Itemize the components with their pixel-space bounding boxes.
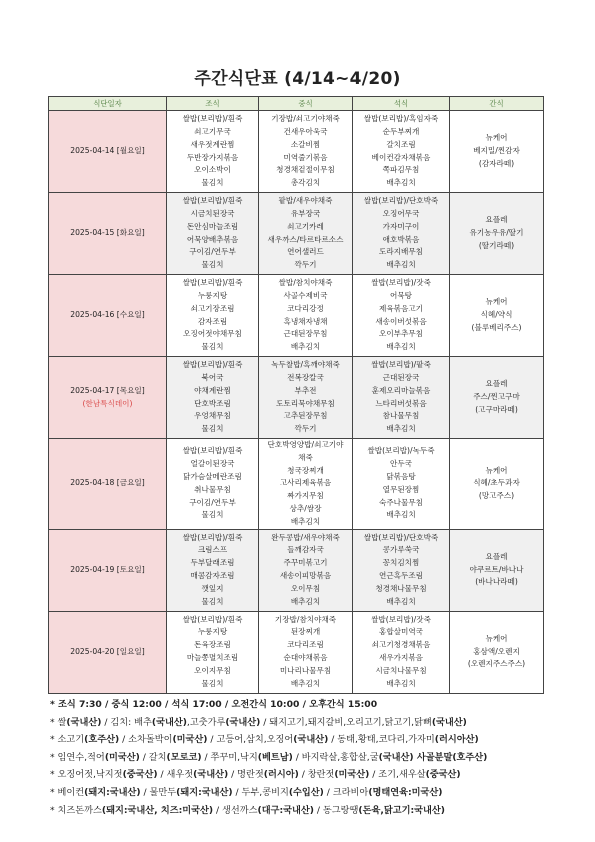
menu-item: 도토리묵야채무침	[276, 398, 335, 408]
menu-item: 쌀밥/참치야채죽	[278, 278, 333, 288]
menu-item: 우엉채무침	[194, 411, 231, 421]
menu-item: 가자미구이	[382, 221, 420, 231]
table-header-row	[49, 97, 544, 111]
menu-item: 북어국	[201, 372, 224, 382]
menu-item: 오징어젓야채무침	[183, 329, 242, 339]
lunch-cell	[259, 611, 353, 693]
menu-item: 뉴케어	[485, 633, 508, 643]
breakfast-cell	[167, 193, 259, 275]
origin-line	[50, 784, 570, 802]
menu-item: 쌀밥(보리밥)/흰죽	[182, 532, 243, 542]
menu-item: 크림스프	[197, 545, 228, 555]
lunch-cell	[259, 111, 353, 193]
menu-item: 콩가루쑥국	[382, 545, 420, 555]
menu-item: 새우가지볶음	[378, 653, 423, 663]
menu-item: 짜가지무침	[287, 491, 324, 501]
special-day-note: (한남특식데이)	[82, 398, 133, 408]
table-row	[49, 439, 544, 530]
snack-cell	[450, 111, 544, 193]
menu-item: 새우까스/타르타르소스	[267, 234, 344, 244]
origin-item: / 고등어,삼치,오징어	[207, 734, 294, 746]
menu-item: 시금치된장국	[190, 208, 235, 218]
menu-item: 주스/찐고구마	[473, 392, 520, 402]
origin-country: (돈육,닭고기:국내산)	[358, 804, 445, 816]
menu-item: 배추김치	[386, 260, 416, 270]
menu-item: 흑냉채자냉채	[283, 316, 328, 326]
menu-item: 어묵탕	[389, 290, 412, 300]
origin-country: (국내산)	[151, 716, 187, 728]
menu-item: 된장찌개	[290, 627, 321, 637]
origin-country: (대구:국내산)	[257, 804, 314, 816]
menu-item: 기장밥/쇠고기야채죽	[271, 114, 340, 124]
menu-item: 홍삼액/오렌지	[473, 646, 520, 656]
origin-country: (돼지:국내산)	[84, 786, 141, 798]
breakfast-cell	[167, 275, 259, 357]
snack-cell	[450, 275, 544, 357]
dinner-cell	[353, 193, 450, 275]
menu-item: 기장밥/참치야채죽	[274, 614, 337, 624]
menu-item: 쌀밥(보리밥)/단호박죽	[363, 196, 439, 206]
menu-item: 고사리제육볶음	[279, 478, 332, 488]
origin-item: / 크라비아	[323, 786, 369, 798]
table-row	[49, 529, 544, 611]
menu-item: 물김치	[201, 596, 224, 606]
lunch-cell	[259, 439, 353, 530]
origin-item: / 새우젓	[157, 769, 194, 781]
menu-item: 애호박볶음	[382, 234, 420, 244]
origin-country: (모로코)	[166, 751, 202, 763]
menu-item: 쌀밥(보리밥)/흑임자죽	[363, 114, 439, 124]
column-header-date: 식단일자	[49, 97, 167, 111]
menu-item: 참나물무침	[382, 411, 420, 421]
snack-cell	[450, 439, 544, 530]
date-cell	[49, 611, 167, 693]
origin-item: / 바지락살,홍합살,굴	[292, 751, 379, 763]
lunch-cell	[259, 357, 353, 439]
menu-item: 쌀밥(보리밥)/흰죽	[182, 446, 243, 456]
table-row	[49, 193, 544, 275]
menu-item: 요플레	[485, 551, 508, 561]
menu-item: 마늘쫑멸치조림	[186, 653, 239, 663]
origin-line	[50, 766, 570, 784]
menu-item: 사골수제비국	[283, 290, 328, 300]
origin-item: / 소차돌박이	[119, 734, 173, 746]
date-cell	[49, 193, 167, 275]
menu-item: 베지밀/찐감자	[473, 146, 520, 156]
menu-item: (딸기라떼)	[478, 240, 515, 250]
menu-item: 배추김치	[386, 510, 416, 520]
menu-item: 열무된장찜	[382, 484, 420, 494]
menu-item: 오이무침	[290, 583, 321, 593]
origin-item: * 임연수,적어	[50, 751, 105, 763]
menu-item: 청국장찌개	[287, 465, 324, 475]
origin-line	[50, 731, 570, 749]
weekly-menu-table	[48, 96, 544, 694]
origin-item: / 김치: 배추	[101, 716, 152, 728]
origin-item: / 창란젓	[298, 769, 335, 781]
menu-item: 새송이버섯볶음	[375, 316, 427, 326]
menu-item: 물김치	[201, 342, 224, 352]
menu-item: (블루베리주스)	[471, 322, 522, 332]
menu-item: 쪽파김무침	[382, 165, 420, 175]
page-title: 주간식단표 (4/14~4/20)	[194, 69, 401, 89]
menu-item: 물김치	[201, 178, 224, 188]
dinner-cell	[353, 611, 450, 693]
date-cell	[49, 357, 167, 439]
menu-item: 연어샐러드	[287, 247, 324, 257]
menu-item: 식혜/초두과자	[473, 478, 520, 488]
breakfast-cell	[167, 111, 259, 193]
origin-country: (미국산)	[104, 751, 140, 763]
menu-item: 배추김치	[386, 178, 416, 188]
menu-item: 녹두찰밥/흑깨야채죽	[271, 360, 340, 370]
menu-item: 쌀밥(보리밥)/잣죽	[371, 278, 431, 288]
date-label: 2025-04-20 [일요일]	[70, 646, 145, 656]
menu-item: 감자조림	[197, 316, 228, 326]
menu-item: 숙주나물무침	[378, 497, 423, 507]
origin-country: (중국산)	[425, 769, 461, 781]
menu-item: 안두국	[389, 459, 412, 469]
origin-item: / 돼지고기,돼지갈비,오리고기,닭고기,닭뼈	[260, 716, 432, 728]
date-label: 2025-04-16 [수요일]	[70, 310, 145, 320]
origin-line	[50, 714, 570, 732]
origin-country: (중국산)	[122, 769, 158, 781]
menu-item: 뉴케어	[485, 133, 508, 143]
origin-item: * 베이컨	[50, 786, 85, 798]
menu-item: 꽁치김치찜	[382, 558, 420, 568]
menu-item: 물김치	[201, 678, 224, 688]
menu-item: 도라지배무침	[378, 247, 423, 257]
origin-country: (호주산)	[84, 734, 120, 746]
menu-item: 쇠고기카레	[287, 221, 324, 231]
menu-item: 순두부찌개	[382, 126, 420, 136]
menu-item: 요플레	[485, 215, 508, 225]
menu-item: 쌀밥(보리밥)/녹두죽	[367, 446, 435, 456]
menu-item: 취나물무침	[194, 484, 231, 494]
menu-item: 미역줄기볶음	[283, 152, 328, 162]
lunch-cell	[259, 275, 353, 357]
origin-item: * 치즈돈까스	[50, 804, 102, 816]
menu-item: 오이지무침	[194, 665, 231, 675]
origin-country: (국내산)	[225, 716, 261, 728]
menu-item: 베이컨감자채볶음	[371, 152, 431, 162]
menu-item: 물김치	[201, 260, 224, 270]
menu-item: 코다리조림	[287, 640, 324, 650]
origin-country: (국내산)	[431, 716, 467, 728]
table-row	[49, 611, 544, 693]
origin-line	[50, 802, 570, 820]
menu-item: 들깨감자국	[287, 545, 324, 555]
menu-item: 갈치조림	[386, 139, 416, 149]
origin-item: / 두부,콩비지	[232, 786, 289, 798]
breakfast-cell	[167, 439, 259, 530]
menu-item: 유기농우유/딸기	[469, 228, 524, 238]
menu-item: 쌀밥(보리밥)/흰죽	[182, 196, 243, 206]
origin-item: / 쭈꾸미,낙지	[201, 751, 258, 763]
menu-item: 구이김/연두부	[189, 497, 236, 507]
menu-item: 소갈비찜	[290, 139, 321, 149]
menu-item: 코다리강정	[287, 303, 324, 313]
menu-item: 깍두기	[294, 260, 317, 270]
origin-country: (국내산)	[293, 734, 329, 746]
origin-country: (국내산)	[66, 716, 102, 728]
origin-item: * 오징어젓,낙지젓	[50, 769, 123, 781]
menu-item: 깻잎지	[201, 583, 224, 593]
table-row	[49, 275, 544, 357]
origin-country: (수입산)	[288, 786, 324, 798]
breakfast-cell	[167, 529, 259, 611]
menu-item: 돈안심마늘조림	[186, 221, 239, 231]
origin-item: / 갈치	[139, 751, 167, 763]
menu-item: 매콤감자조림	[190, 571, 235, 581]
menu-item: 제육볶음고기	[378, 303, 423, 313]
menu-item: (오렌지주스주스)	[467, 659, 526, 669]
menu-item: 쌀밥(보리밥)/흰죽	[182, 114, 243, 124]
date-label: 2025-04-19 [토요일]	[70, 564, 145, 574]
origin-country: (국내산)	[193, 769, 229, 781]
menu-item: 요플레	[485, 379, 508, 389]
snack-cell	[450, 529, 544, 611]
menu-item: 배추김치	[290, 678, 321, 688]
table-row	[49, 357, 544, 439]
menu-item: 청경채나물무침	[375, 583, 427, 593]
snack-cell	[450, 611, 544, 693]
column-header-dinner: 석식	[353, 97, 450, 111]
menu-item: 채죽	[298, 452, 313, 462]
origin-country: (러시아)	[263, 769, 299, 781]
menu-item: 청경채겉절이무침	[276, 165, 335, 175]
menu-item: 훈제오리마늘볶음	[371, 385, 431, 395]
menu-item: (감자라떼)	[478, 158, 515, 168]
menu-item: 쇠고기무국	[194, 126, 231, 136]
menu-item: 배추김치	[290, 516, 321, 526]
menu-item: 누룽지탕	[197, 627, 228, 637]
date-label: 2025-04-14 [월요일]	[70, 146, 145, 156]
origin-country: (러시아산)	[434, 734, 479, 746]
menu-item: 닭가슴살메란조림	[183, 471, 242, 481]
origin-country: (베트남)	[257, 751, 293, 763]
menu-item: 오이소박이	[194, 165, 231, 175]
menu-item: 미나리나물무침	[279, 665, 332, 675]
table-row	[49, 111, 544, 193]
menu-item: 배추김치	[290, 342, 321, 352]
menu-item: 오징어무국	[382, 208, 420, 218]
dinner-cell	[353, 439, 450, 530]
date-label: 2025-04-18 [금요일]	[70, 478, 145, 488]
origin-country: (명태연육:미국산)	[368, 786, 443, 798]
date-cell	[49, 439, 167, 530]
dinner-cell	[353, 111, 450, 193]
menu-item: 쌀밥(보리밥)/잣죽	[371, 614, 431, 624]
menu-item: 부추전	[294, 385, 317, 395]
lunch-cell	[259, 529, 353, 611]
menu-item: (고구마라떼)	[475, 404, 518, 414]
origin-country: (돼지:국내산)	[176, 786, 233, 798]
menu-item: 두부달래조림	[190, 558, 235, 568]
menu-item: 근대된장국	[382, 372, 420, 382]
origin-country: (돼지:국내산, 치즈:미국산)	[101, 804, 214, 816]
lunch-cell	[259, 193, 353, 275]
origin-item: / 동그랑땡	[313, 804, 359, 816]
origin-country: (미국산)	[172, 734, 208, 746]
menu-item: 홍합살미역국	[378, 627, 423, 637]
menu-item: 누룽지탕	[197, 290, 228, 300]
menu-item: 닭볶음탕	[386, 471, 416, 481]
dinner-cell	[353, 357, 450, 439]
menu-item: (바나나라떼)	[475, 577, 518, 587]
menu-item: 뉴케어	[485, 465, 508, 475]
menu-item: 배추김치	[290, 596, 321, 606]
menu-item: 배추김치	[386, 342, 416, 352]
menu-item: 얼갈이된장국	[190, 459, 235, 469]
origin-item: / 물만두	[140, 786, 177, 798]
menu-item: 순대야채볶음	[283, 653, 328, 663]
menu-item: 근대된장무침	[283, 329, 328, 339]
menu-item: 쌀밥(보리밥)/흰죽	[182, 614, 243, 624]
date-label: 2025-04-17 [목요일]	[70, 385, 145, 395]
menu-item: 단호박영양밥/쇠고기야	[267, 440, 344, 449]
snack-cell	[450, 193, 544, 275]
date-cell	[49, 275, 167, 357]
menu-item: 야채계란찜	[194, 385, 231, 395]
menu-item: 쌀밥(보리밥)/흰죽	[182, 278, 243, 288]
menu-item: 건새우아욱국	[283, 126, 328, 136]
menu-item: (망고주스)	[478, 491, 515, 501]
meal-times: * 조식 7:30 / 중식 12:00 / 석식 17:00 / 오전간식 10:00 / 오후간식 15:00	[50, 699, 378, 710]
menu-item: 전복장칼국	[287, 372, 324, 382]
menu-item: 뉴케어	[485, 297, 508, 307]
origin-item: / 동태,황태,코다리,가자미	[328, 734, 435, 746]
origin-item: / 조기,새우살	[369, 769, 426, 781]
origin-line	[50, 749, 570, 767]
dinner-cell	[353, 275, 450, 357]
origin-item: * 소고기	[50, 734, 85, 746]
menu-item: 어묵양배추볶음	[186, 234, 239, 244]
menu-item: 쌀밥(보리밥)/단호박죽	[363, 532, 439, 542]
origin-item: * 쌀	[50, 716, 67, 728]
menu-item: 쌀밥(보리밥)/흰죽	[182, 360, 243, 370]
menu-item: 새송이피망볶음	[279, 571, 332, 581]
menu-item: 돈육장조림	[194, 640, 231, 650]
menu-item: 쇠고기장조림	[190, 303, 235, 313]
origin-item: / 생선까스	[213, 804, 258, 816]
date-label: 2025-04-15 [화요일]	[70, 228, 145, 238]
menu-item: 오이부추무침	[378, 329, 423, 339]
breakfast-cell	[167, 611, 259, 693]
menu-item: 연근흑두조림	[378, 571, 423, 581]
menu-item: 시금치나물무침	[375, 665, 427, 675]
menu-item: 야쿠르트/바나나	[469, 564, 524, 574]
menu-item: 배추김치	[386, 596, 416, 606]
menu-item: 유부장국	[290, 208, 321, 218]
menu-item: 두반장가지볶음	[186, 152, 239, 162]
date-cell	[49, 111, 167, 193]
dinner-cell	[353, 529, 450, 611]
origin-item: ,고춧가루	[186, 716, 226, 728]
column-header-snack: 간식	[450, 97, 544, 111]
origin-item: / 명란젓	[228, 769, 264, 781]
snack-cell	[450, 357, 544, 439]
menu-item: 쌀밥(보리밥)/팥죽	[371, 360, 431, 370]
menu-item: 팥밥/새우야채죽	[278, 196, 333, 206]
menu-item: 상추/쌈장	[289, 503, 322, 513]
breakfast-cell	[167, 357, 259, 439]
column-header-lunch: 중식	[259, 97, 353, 111]
menu-item: 배추김치	[386, 678, 416, 688]
footer-notes	[50, 696, 570, 819]
menu-item: 구이김/연두부	[189, 247, 236, 257]
menu-item: 식혜/약식	[480, 310, 513, 320]
origin-country: (미국산)	[334, 769, 370, 781]
menu-item: 고추된장무침	[283, 411, 328, 421]
menu-item: 배추김치	[386, 424, 416, 434]
menu-item: 총각김치	[290, 178, 321, 188]
origin-country: (국내산) 사골분말(호주산)	[378, 751, 488, 763]
menu-item: 쇠고기청경채볶음	[371, 640, 431, 650]
menu-item: 새우젓계란찜	[190, 139, 235, 149]
menu-item: 주꾸미볶고기	[283, 558, 328, 568]
menu-item: 단호박조림	[194, 398, 231, 408]
column-header-breakfast: 조식	[167, 97, 259, 111]
menu-item: 느타리버섯볶음	[375, 398, 427, 408]
menu-item: 물김치	[201, 424, 224, 434]
date-cell	[49, 529, 167, 611]
menu-item: 물김치	[201, 510, 224, 520]
menu-item: 완두콩밥/새우야채죽	[271, 532, 340, 542]
menu-item: 깍두기	[294, 424, 317, 434]
